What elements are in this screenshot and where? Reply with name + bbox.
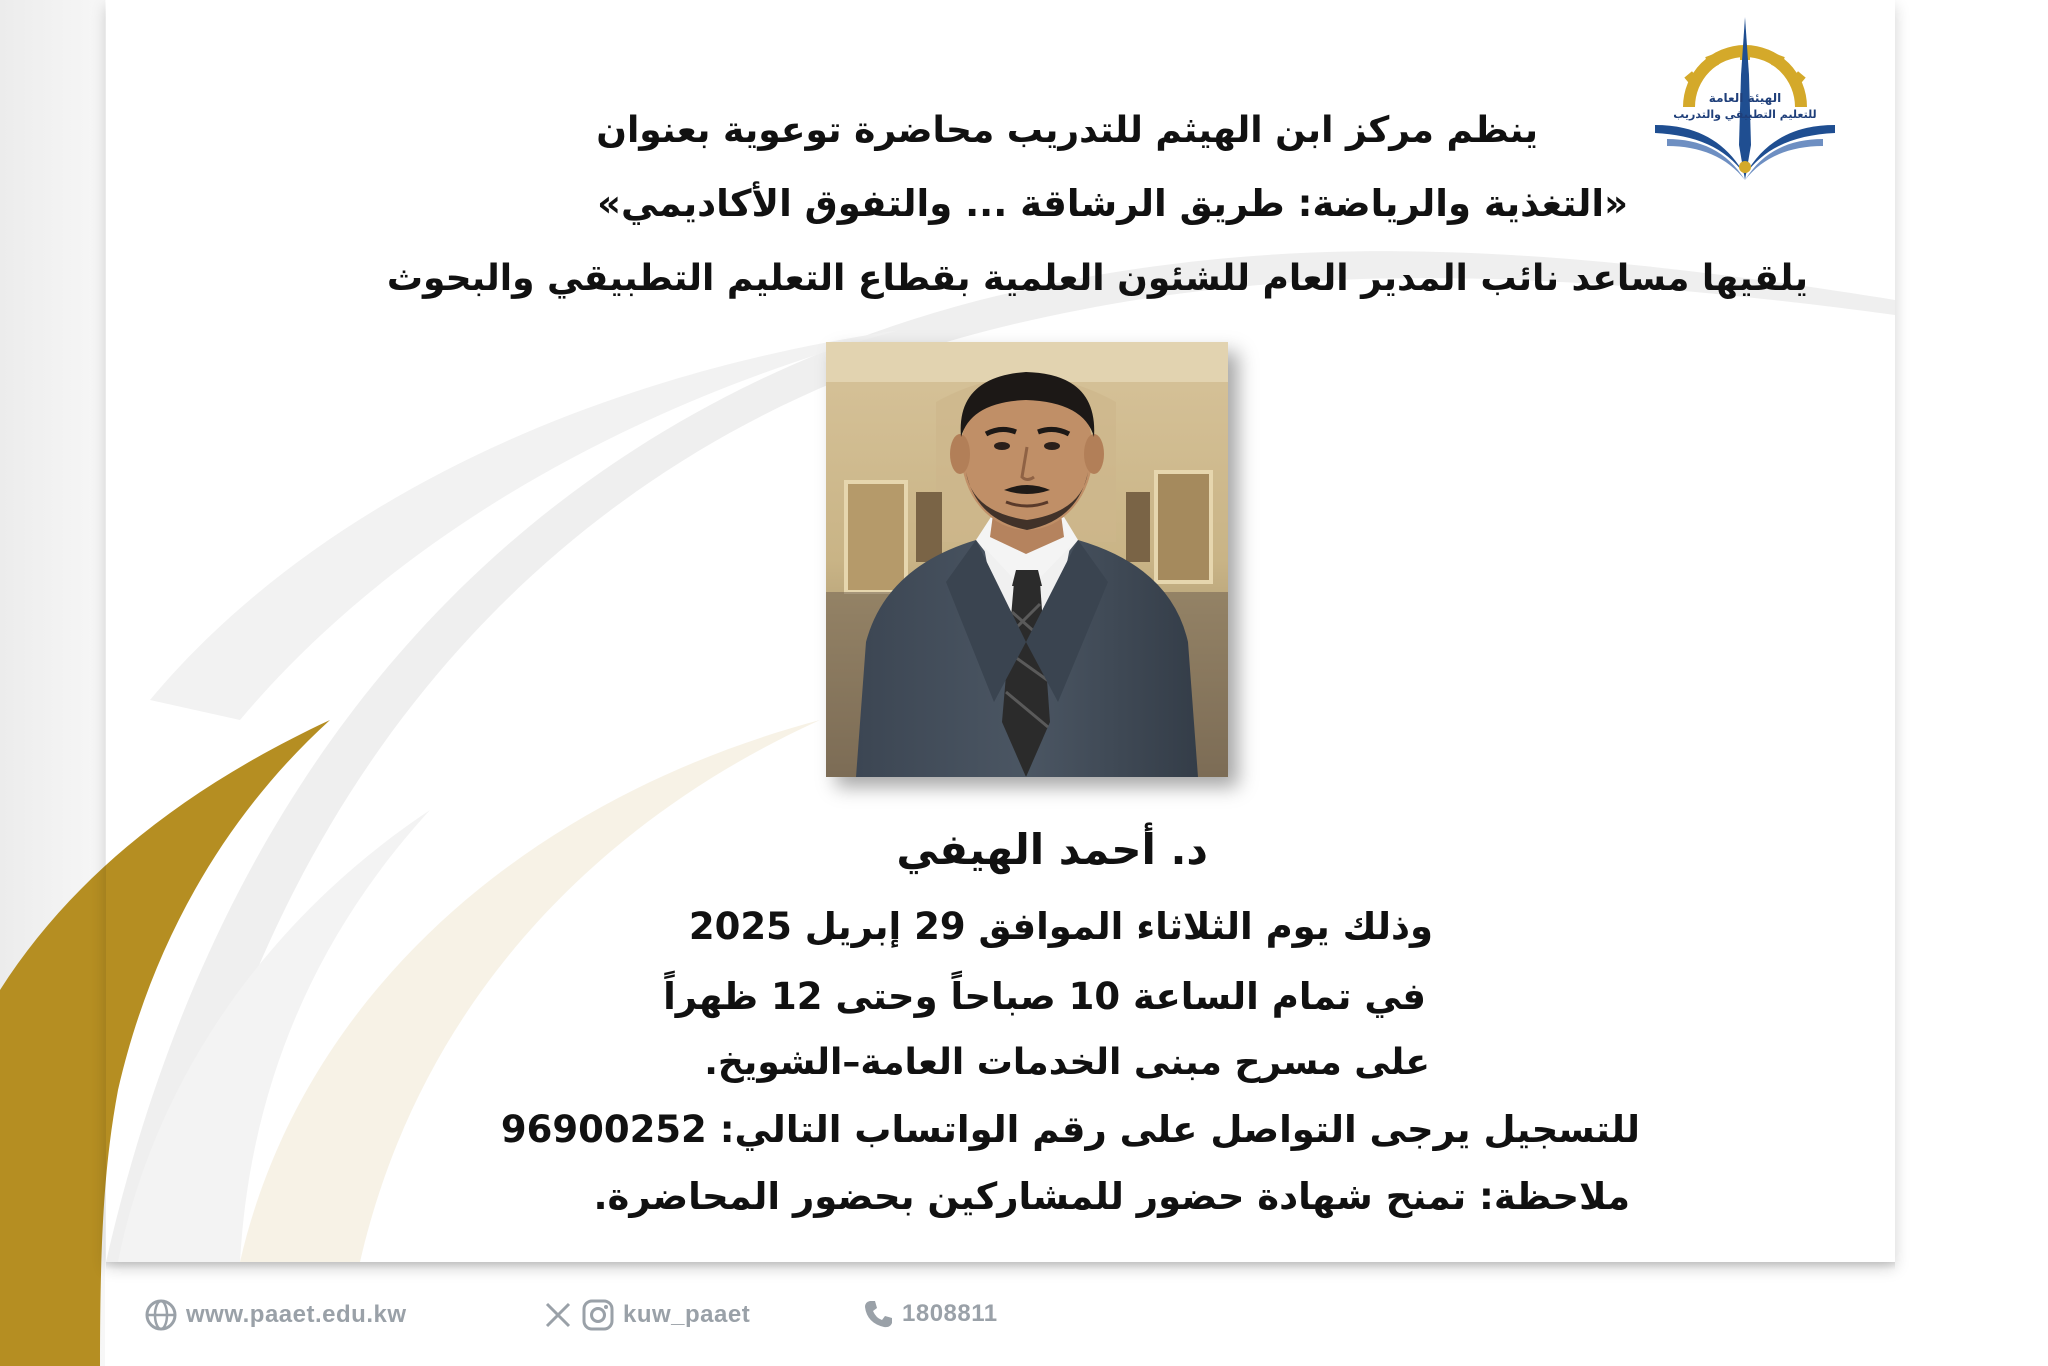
website-text: www.paaet.edu.kw xyxy=(186,1301,407,1328)
card-shadow xyxy=(106,1262,1895,1270)
intro-line: ينظم مركز ابن الهيثم للتدريب محاضرة توعوية بعنوان xyxy=(596,110,1538,151)
paaet-logo xyxy=(1645,15,1845,185)
footer-phone[interactable] xyxy=(862,1298,998,1330)
lecture-title: «التغذية والرياضة: طريق الرشاقة ... والتفوق الأكاديمي» xyxy=(597,182,1628,225)
speaker-role-line: يلقيها مساعد نائب المدير العام للشئون العلمية بقطاع التعليم التطبيقي والبحوث xyxy=(386,258,1808,299)
footer-website[interactable] xyxy=(144,1298,407,1332)
x-twitter-icon xyxy=(543,1300,573,1330)
date-line: وذلك يوم الثلاثاء الموافق 29 إبريل 2025 xyxy=(688,905,1433,948)
phone-icon xyxy=(862,1298,894,1330)
footer-bar xyxy=(0,1270,2048,1366)
logo-text-line2: للتعليم التطبيقي والتدريب xyxy=(1673,108,1817,121)
speaker-name: د. أحمد الهيفي xyxy=(896,825,1208,874)
phone-text: 1808811 xyxy=(902,1300,998,1327)
globe-icon xyxy=(144,1298,178,1332)
location-line: على مسرح مبنى الخدمات العامة–الشويخ. xyxy=(704,1042,1430,1083)
registration-line: للتسجيل يرجى التواصل على رقم الواتساب التالي: 96900252 xyxy=(500,1108,1640,1151)
speaker-photo xyxy=(826,342,1228,777)
footer-social[interactable] xyxy=(543,1298,750,1332)
social-handle-text: kuw_paaet xyxy=(623,1301,751,1328)
note-line: ملاحظة: تمنح شهادة حضور للمشاركين بحضور المحاضرة. xyxy=(593,1175,1630,1218)
time-line: في تمام الساعة 10 صباحاً وحتى 12 ظهراً xyxy=(663,975,1426,1018)
logo-text-line1: الهيئة العامة xyxy=(1708,91,1782,105)
instagram-icon xyxy=(581,1298,615,1332)
speaker-portrait xyxy=(826,342,1228,777)
